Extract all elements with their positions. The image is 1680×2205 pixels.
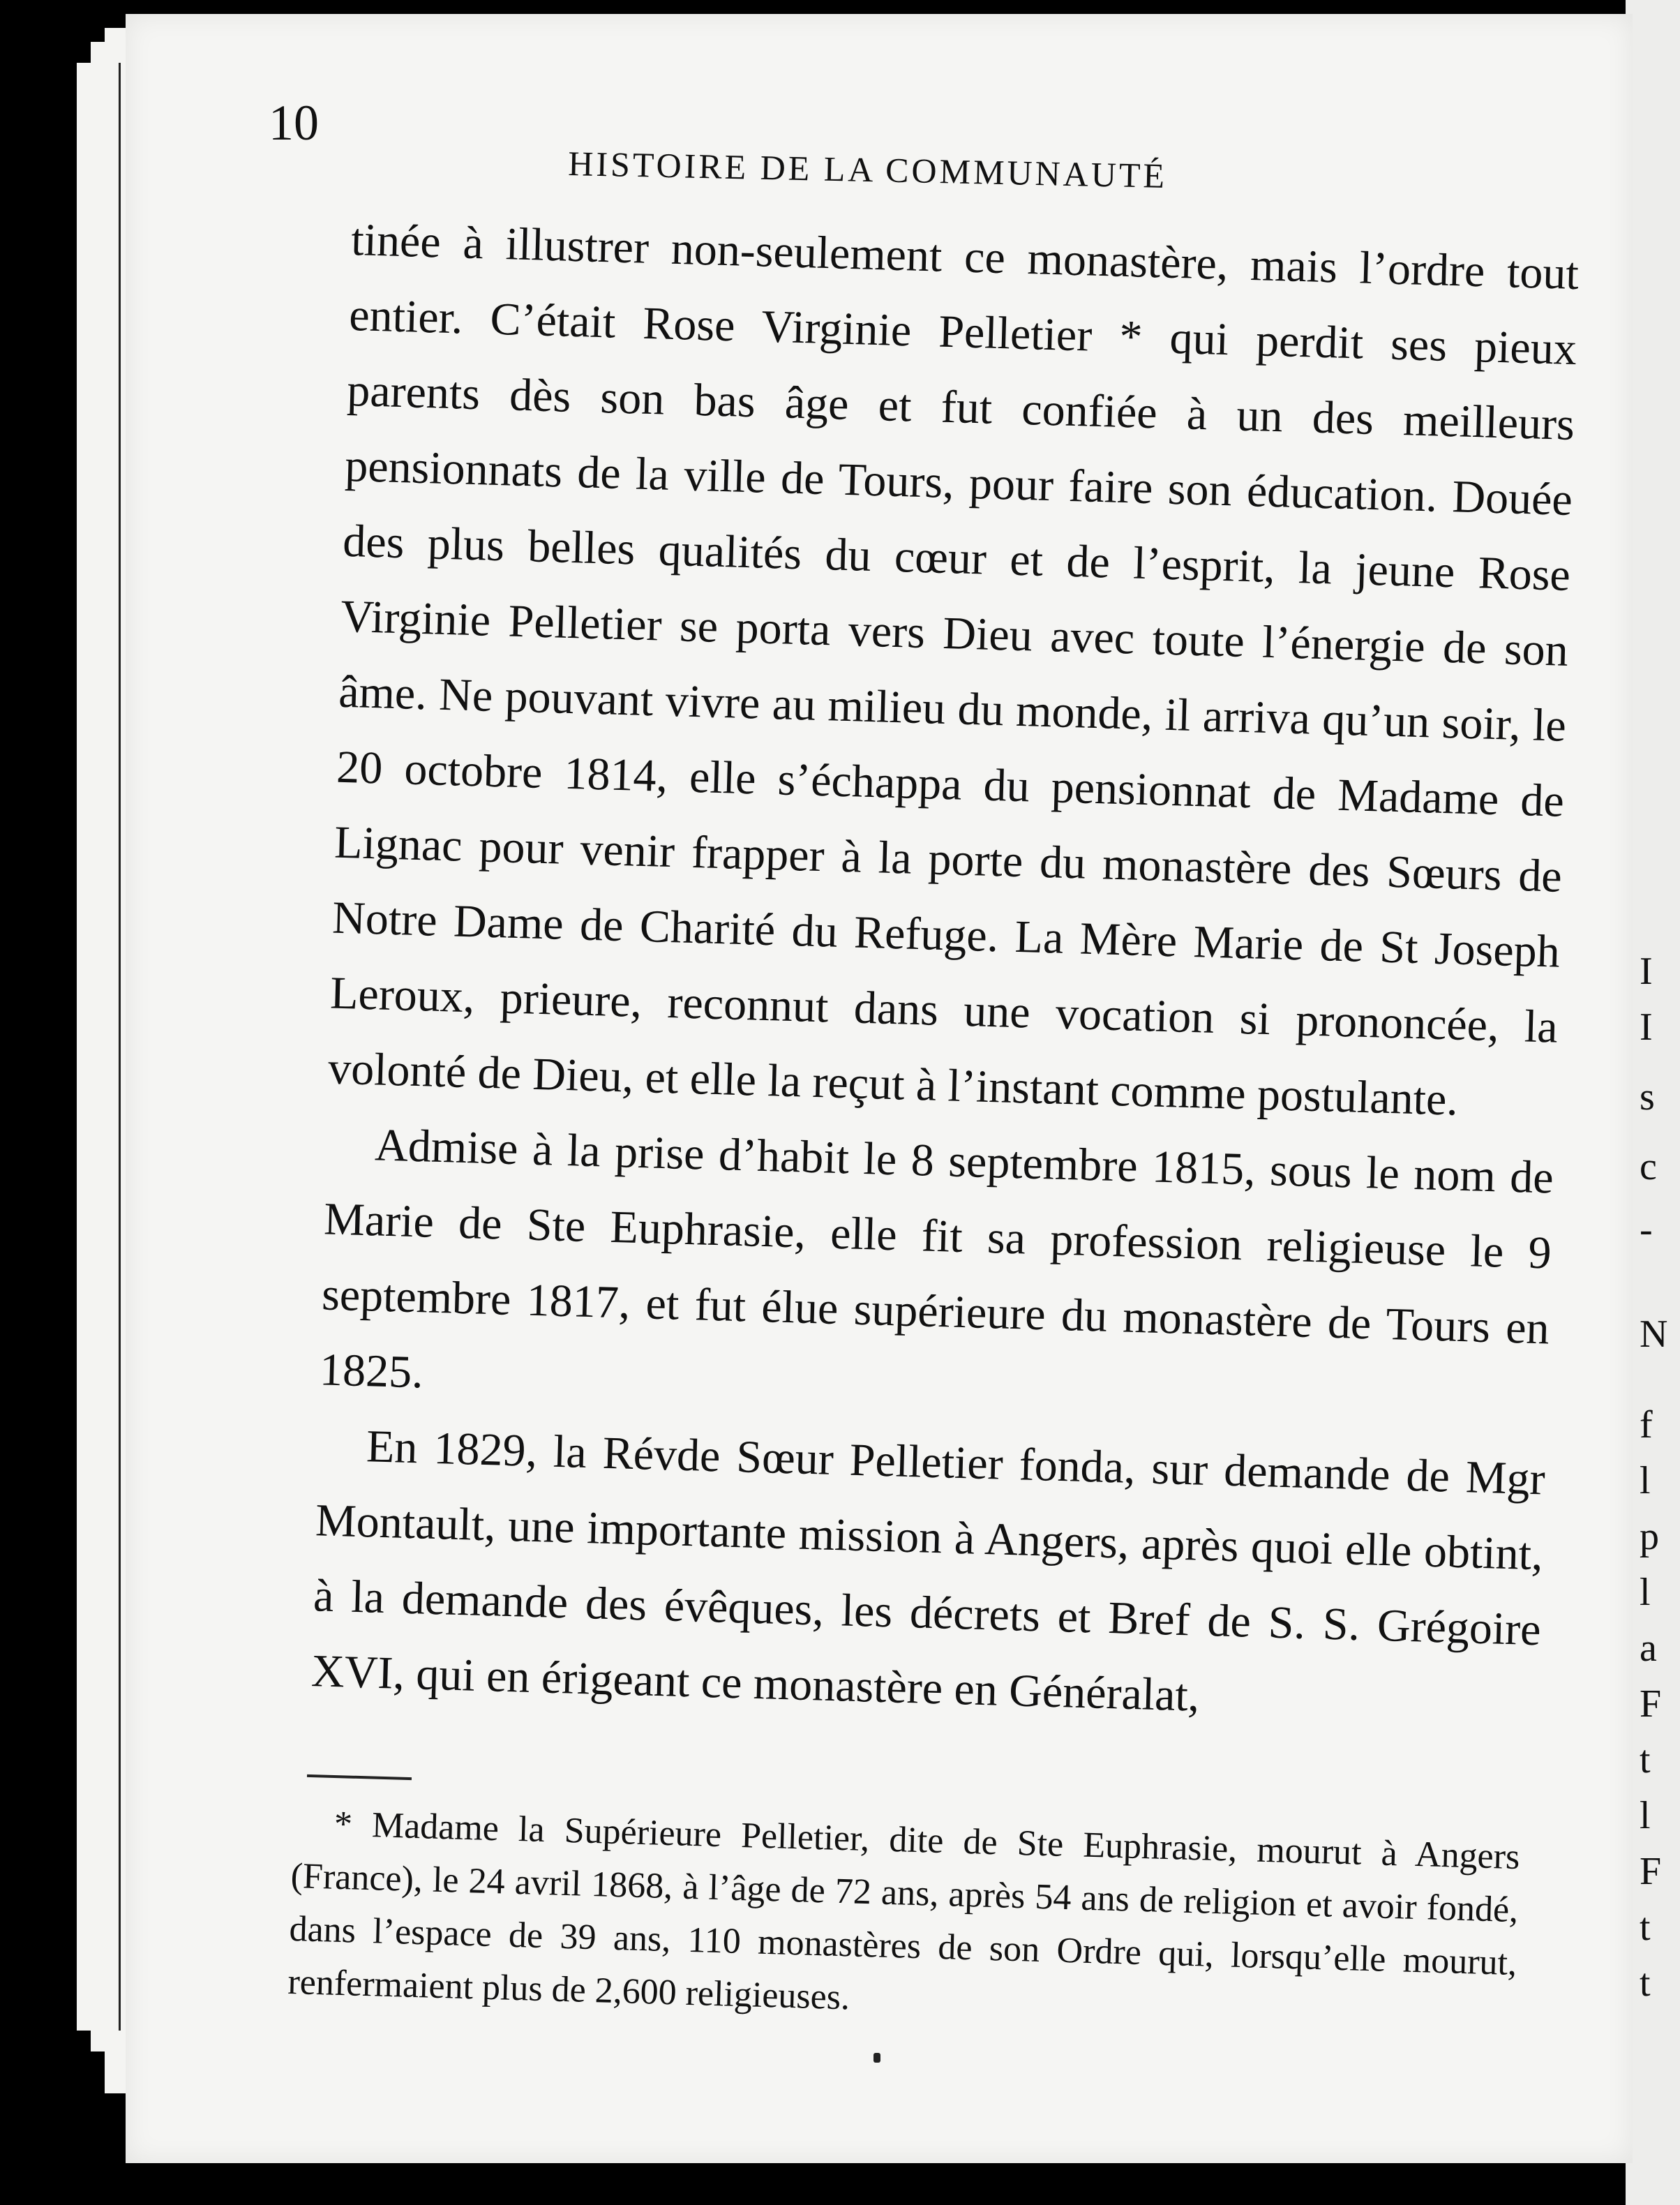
adjacent-fragment: I [1640,1006,1653,1049]
paragraph: En 1829, la Révde Sœur Pelletier fonda, sur demande de Mgr Montault, une importante mission à Angers, après quoi elle obtint, à la demande des évêques, les décrets et Bref de S. S. Grégoire XVI, qui en érigeant ce monastère en Généralat, [310,1421,1546,1721]
adjacent-fragment: l [1640,1459,1651,1502]
adjacent-fragment: F [1640,1850,1662,1893]
paragraph: Admise à la prise d’habit le 8 septembre 1815, sous le nom de Marie de Ste Euphrasie, elle fit sa profession religieuse le 9 septembre 1817, et fut élue supérieure du monastère de Tours en 1825. [319,1119,1554,1398]
adjacent-fragment: c [1640,1145,1657,1188]
adjacent-fragment: F [1640,1682,1662,1726]
adjacent-fragment: I [1640,950,1653,993]
adjacent-fragment: f [1640,1403,1653,1447]
adjacent-fragment: t [1640,1738,1651,1781]
running-head: HISTOIRE DE LA COMMUNAUTÉ [567,143,1168,195]
adjacent-fragment: a [1640,1627,1657,1670]
adjacent-page [1626,0,1680,2205]
adjacent-fragment: l [1640,1794,1651,1837]
footnote-text: * Madame la Supérieure Pelletier, dite de Ste Euphrasie, mourut à Angers (France), le 24 avril 1868, à l’âge de 72 ans, après 54 ans de religion et avoir fondé, dans l’espace de 39 ans, 110 monastères de son Ordre qui, lorsqu’elle mourut, renfermaient plus de 2,600 religieuses. [287,1804,1521,2018]
print-mark [873,2053,880,2063]
adjacent-fragment: p [1640,1515,1659,1558]
adjacent-fragment: N [1640,1313,1668,1356]
body-text [310,202,1580,1743]
footnote [287,1797,1521,2043]
adjacent-fragment: s [1640,1075,1655,1119]
adjacent-fragment: t [1640,1906,1651,1949]
adjacent-fragment: l [1640,1571,1651,1614]
paragraph: tinée à illustrer non-seulement ce monastère, mais l’ordre tout entier. C’était Rose Virginie Pelletier * qui perdit ses pieux parents dès son bas âge et fut confiée à un des meilleurs pensionnats de la ville de Tours, pour faire son éducation. Douée des plus belles qualités du cœur et de l’esprit, la jeune Rose Virginie Pelletier se porta vers Dieu avec toute l’énergie de son âme. Ne pouvant vivre au milieu du monde, il arriva qu’un soir, le 20 octobre 1814, elle s’échappa du pensionnat de Madame de Lignac pour venir frapper à la porte du monastère des Sœurs de Notre Dame de Charité du Refuge. La Mère Marie de St Joseph Leroux, prieure, reconnut dans une vocation si prononcée, la volonté de Dieu, et elle la reçut à l’instant comme postulante. [327,214,1580,1126]
adjacent-fragment: - [1640,1208,1653,1251]
adjacent-fragment: t [1640,1961,1651,2005]
page-edge [77,63,121,2031]
page-number: 10 [269,95,319,151]
